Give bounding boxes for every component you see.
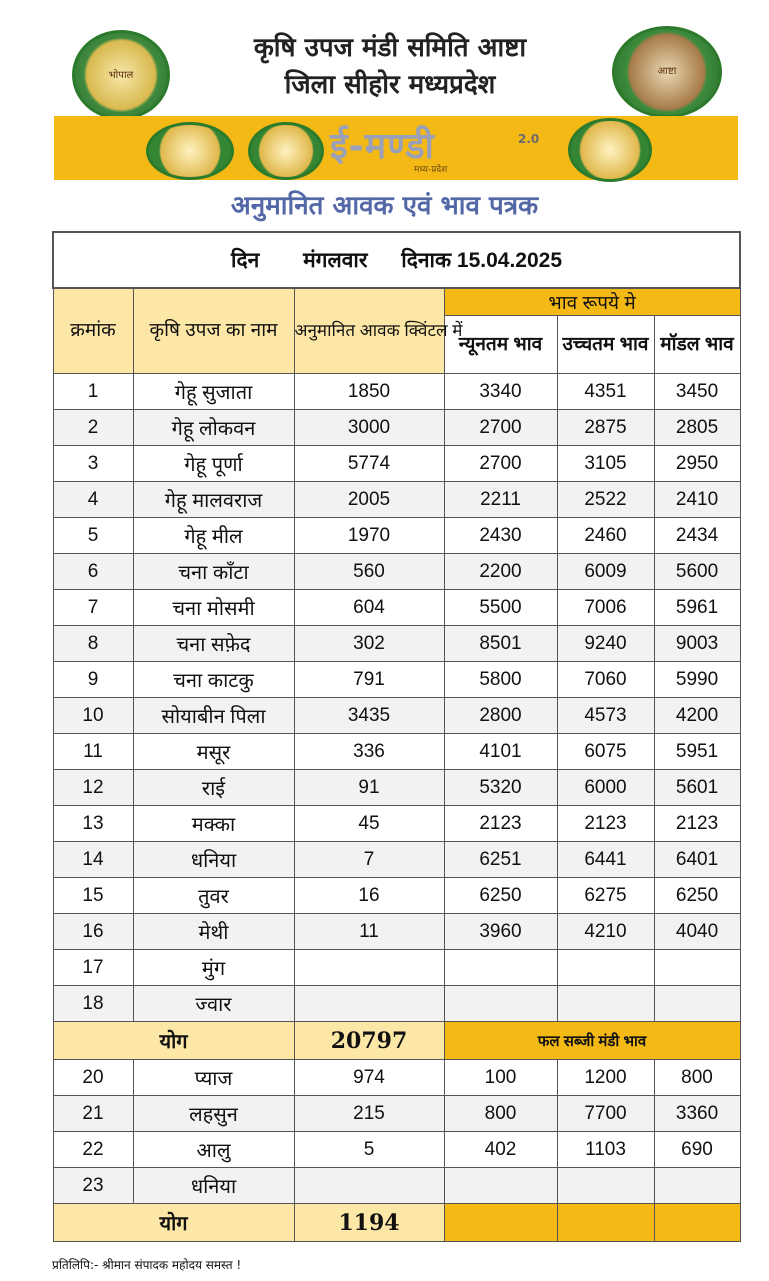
commodity-cell: गेहू पूर्णा: [133, 446, 294, 482]
table-row: [53, 950, 740, 986]
empty-cell: [444, 1204, 557, 1242]
commodity-cell: गेहू मालवराज: [133, 482, 294, 518]
table-row: [53, 1060, 740, 1096]
min-price-cell: 3340: [444, 374, 557, 410]
serial-cell: 23: [53, 1168, 133, 1204]
commodity-cell: धनिया: [133, 842, 294, 878]
total-row: [53, 1204, 740, 1242]
min-price-cell: 6251: [444, 842, 557, 878]
emandi-title: ई-मण्डी: [330, 126, 435, 167]
modal-price-cell: 6250: [654, 878, 740, 914]
max-price-cell: 7006: [557, 590, 654, 626]
max-price-cell: 2875: [557, 410, 654, 446]
commodity-cell: गेहू लोकवन: [133, 410, 294, 446]
min-price-cell: 2200: [444, 554, 557, 590]
table-row: [53, 770, 740, 806]
arrival-cell: 1850: [294, 374, 444, 410]
arrival-cell: 3000: [294, 410, 444, 446]
empty-cell: [557, 1204, 654, 1242]
footer-note: प्रतिलिपि:- श्रीमान संपादक महोदय समस्त !: [52, 1258, 242, 1272]
table-row: [53, 374, 740, 410]
max-price-cell: 3105: [557, 446, 654, 482]
page-title: अनुमानित आवक एवं भाव पत्रक: [230, 191, 539, 221]
modal-price-cell: 5601: [654, 770, 740, 806]
total-label: योग: [53, 1204, 294, 1242]
modal-price-cell: 9003: [654, 626, 740, 662]
table-row: [53, 734, 740, 770]
serial-cell: 15: [53, 878, 133, 914]
table-row: [53, 1096, 740, 1132]
min-price-cell: 5500: [444, 590, 557, 626]
min-price-cell: 5320: [444, 770, 557, 806]
min-price-cell: 2800: [444, 698, 557, 734]
max-price-cell: [557, 950, 654, 986]
max-price-cell: 6075: [557, 734, 654, 770]
min-price-cell: 3960: [444, 914, 557, 950]
table-row: [53, 878, 740, 914]
modal-price-cell: [654, 1168, 740, 1204]
table-row: [53, 446, 740, 482]
kisan-logo-icon: [568, 118, 652, 182]
max-price-cell: 6441: [557, 842, 654, 878]
modal-price-cell: 2434: [654, 518, 740, 554]
table-row: [53, 1132, 740, 1168]
modal-price-cell: 5961: [654, 590, 740, 626]
modal-price-cell: 2410: [654, 482, 740, 518]
table-row: [53, 806, 740, 842]
commodity-cell: ज्वार: [133, 986, 294, 1022]
col-arrival: अनुमानित आवक क्विंटल में: [294, 288, 444, 374]
max-price-cell: 2460: [557, 518, 654, 554]
commodity-cell: चना काटकु: [133, 662, 294, 698]
min-price-cell: 2430: [444, 518, 557, 554]
table-row: [53, 626, 740, 662]
serial-cell: 3: [53, 446, 133, 482]
modal-price-cell: [654, 950, 740, 986]
day-label: दिन: [231, 249, 260, 272]
max-price-cell: 2123: [557, 806, 654, 842]
serial-cell: 20: [53, 1060, 133, 1096]
max-price-cell: 1200: [557, 1060, 654, 1096]
table-row: [53, 842, 740, 878]
commodity-cell: सोयाबीन पिला: [133, 698, 294, 734]
max-price-cell: 7060: [557, 662, 654, 698]
arrival-cell: 3435: [294, 698, 444, 734]
arrival-cell: [294, 986, 444, 1022]
max-price-cell: [557, 1168, 654, 1204]
col-serial: क्रमांक: [53, 288, 133, 374]
col-modal: मॉडल भाव: [654, 316, 740, 374]
modal-price-cell: 2950: [654, 446, 740, 482]
table-row: [53, 986, 740, 1022]
modal-price-cell: 800: [654, 1060, 740, 1096]
table-row: [53, 590, 740, 626]
total-label: योग: [53, 1022, 294, 1060]
serial-cell: 17: [53, 950, 133, 986]
serial-cell: 16: [53, 914, 133, 950]
date-value: 15.04.2025: [456, 249, 563, 272]
min-price-cell: 8501: [444, 626, 557, 662]
date-row: [53, 232, 740, 288]
table-row: [53, 554, 740, 590]
day-value: मंगलवार: [303, 249, 368, 272]
serial-cell: 11: [53, 734, 133, 770]
arrival-cell: 11: [294, 914, 444, 950]
apmc-seal-icon: [612, 26, 722, 118]
min-price-cell: 2700: [444, 446, 557, 482]
min-price-cell: 2123: [444, 806, 557, 842]
arrival-cell: 7: [294, 842, 444, 878]
table-row: [53, 1168, 740, 1204]
arrival-cell: 91: [294, 770, 444, 806]
max-price-cell: 4351: [557, 374, 654, 410]
arrival-cell: 604: [294, 590, 444, 626]
serial-cell: 7: [53, 590, 133, 626]
col-name: कृषि उपज का नाम: [133, 288, 294, 374]
min-price-cell: [444, 1168, 557, 1204]
max-price-cell: 4210: [557, 914, 654, 950]
min-price-cell: 2700: [444, 410, 557, 446]
modal-price-cell: 5600: [654, 554, 740, 590]
total-value: 1194: [294, 1204, 444, 1242]
commodity-cell: चना मोसमी: [133, 590, 294, 626]
max-price-cell: 9240: [557, 626, 654, 662]
min-price-cell: 800: [444, 1096, 557, 1132]
mandi-board-seal-icon: [72, 30, 170, 120]
min-price-cell: 100: [444, 1060, 557, 1096]
date-label: दिनाक: [401, 249, 452, 272]
serial-cell: 1: [53, 374, 133, 410]
min-price-cell: 6250: [444, 878, 557, 914]
col-max: उच्चतम भाव: [557, 316, 654, 374]
commodity-cell: गेहू सुजाता: [133, 374, 294, 410]
max-price-cell: 7700: [557, 1096, 654, 1132]
commodity-cell: मेथी: [133, 914, 294, 950]
modal-price-cell: 690: [654, 1132, 740, 1168]
arrival-cell: 302: [294, 626, 444, 662]
serial-cell: 12: [53, 770, 133, 806]
modal-price-cell: 5990: [654, 662, 740, 698]
commodity-cell: मुंग: [133, 950, 294, 986]
min-price-cell: 402: [444, 1132, 557, 1168]
table-row: [53, 662, 740, 698]
modal-price-cell: 3360: [654, 1096, 740, 1132]
price-table: [52, 231, 741, 1242]
modal-price-cell: 2123: [654, 806, 740, 842]
col-min: न्यूनतम भाव: [444, 316, 557, 374]
col-rate-group: भाव रूपये मे: [444, 288, 740, 316]
fruit-veg-heading: फल सब्जी मंडी भाव: [444, 1022, 740, 1060]
max-price-cell: 4573: [557, 698, 654, 734]
max-price-cell: 2522: [557, 482, 654, 518]
modal-price-cell: 6401: [654, 842, 740, 878]
min-price-cell: 5800: [444, 662, 557, 698]
commodity-cell: चना काँटा: [133, 554, 294, 590]
right-seal-text: आष्टा: [657, 66, 677, 77]
modal-price-cell: [654, 986, 740, 1022]
table-row: [53, 518, 740, 554]
arrival-cell: 215: [294, 1096, 444, 1132]
table-row: [53, 482, 740, 518]
mp-map-icon: [146, 122, 234, 180]
arrival-cell: 974: [294, 1060, 444, 1096]
table-row: [53, 698, 740, 734]
modal-price-cell: 4200: [654, 698, 740, 734]
arrival-cell: 560: [294, 554, 444, 590]
arrival-cell: 791: [294, 662, 444, 698]
arrival-cell: 5: [294, 1132, 444, 1168]
commodity-cell: लहसुन: [133, 1096, 294, 1132]
emandi-version: 2.0: [518, 132, 540, 146]
serial-cell: 14: [53, 842, 133, 878]
arrival-cell: [294, 950, 444, 986]
commodity-cell: तुवर: [133, 878, 294, 914]
max-price-cell: 6009: [557, 554, 654, 590]
serial-cell: 13: [53, 806, 133, 842]
serial-cell: 10: [53, 698, 133, 734]
header: [0, 0, 769, 110]
serial-cell: 21: [53, 1096, 133, 1132]
serial-cell: 22: [53, 1132, 133, 1168]
commodity-cell: धनिया: [133, 1168, 294, 1204]
left-seal-text: भोपाल: [108, 70, 134, 81]
serial-cell: 4: [53, 482, 133, 518]
serial-cell: 9: [53, 662, 133, 698]
emandi-banner: [54, 116, 738, 180]
commodity-cell: चना सफ़ेद: [133, 626, 294, 662]
max-price-cell: 6000: [557, 770, 654, 806]
commodity-cell: राई: [133, 770, 294, 806]
arrival-cell: 5774: [294, 446, 444, 482]
serial-cell: 6: [53, 554, 133, 590]
total-row: [53, 1022, 740, 1060]
modal-price-cell: 5951: [654, 734, 740, 770]
serial-cell: 5: [53, 518, 133, 554]
empty-cell: [654, 1204, 740, 1242]
arrival-cell: 2005: [294, 482, 444, 518]
table-row: [53, 410, 740, 446]
district-name: जिला सीहोर मध्यप्रदेश: [284, 70, 496, 100]
modal-price-cell: 3450: [654, 374, 740, 410]
max-price-cell: 6275: [557, 878, 654, 914]
arrival-cell: [294, 1168, 444, 1204]
modal-price-cell: 2805: [654, 410, 740, 446]
serial-cell: 8: [53, 626, 133, 662]
table-row: [53, 914, 740, 950]
commodity-cell: मसूर: [133, 734, 294, 770]
commodity-cell: गेहू मील: [133, 518, 294, 554]
min-price-cell: 2211: [444, 482, 557, 518]
mandi-name: कृषि उपज मंडी समिति आष्टा: [253, 33, 527, 63]
arrival-cell: 1970: [294, 518, 444, 554]
board-logo-icon: [248, 122, 324, 180]
arrival-cell: 45: [294, 806, 444, 842]
commodity-cell: मक्का: [133, 806, 294, 842]
serial-cell: 18: [53, 986, 133, 1022]
min-price-cell: [444, 950, 557, 986]
arrival-cell: 16: [294, 878, 444, 914]
min-price-cell: 4101: [444, 734, 557, 770]
max-price-cell: [557, 986, 654, 1022]
emandi-subtitle: मध्य-प्रदेश: [414, 165, 448, 175]
serial-cell: 2: [53, 410, 133, 446]
arrival-cell: 336: [294, 734, 444, 770]
min-price-cell: [444, 986, 557, 1022]
modal-price-cell: 4040: [654, 914, 740, 950]
total-value: 20797: [294, 1022, 444, 1060]
max-price-cell: 1103: [557, 1132, 654, 1168]
commodity-cell: आलु: [133, 1132, 294, 1168]
commodity-cell: प्याज: [133, 1060, 294, 1096]
